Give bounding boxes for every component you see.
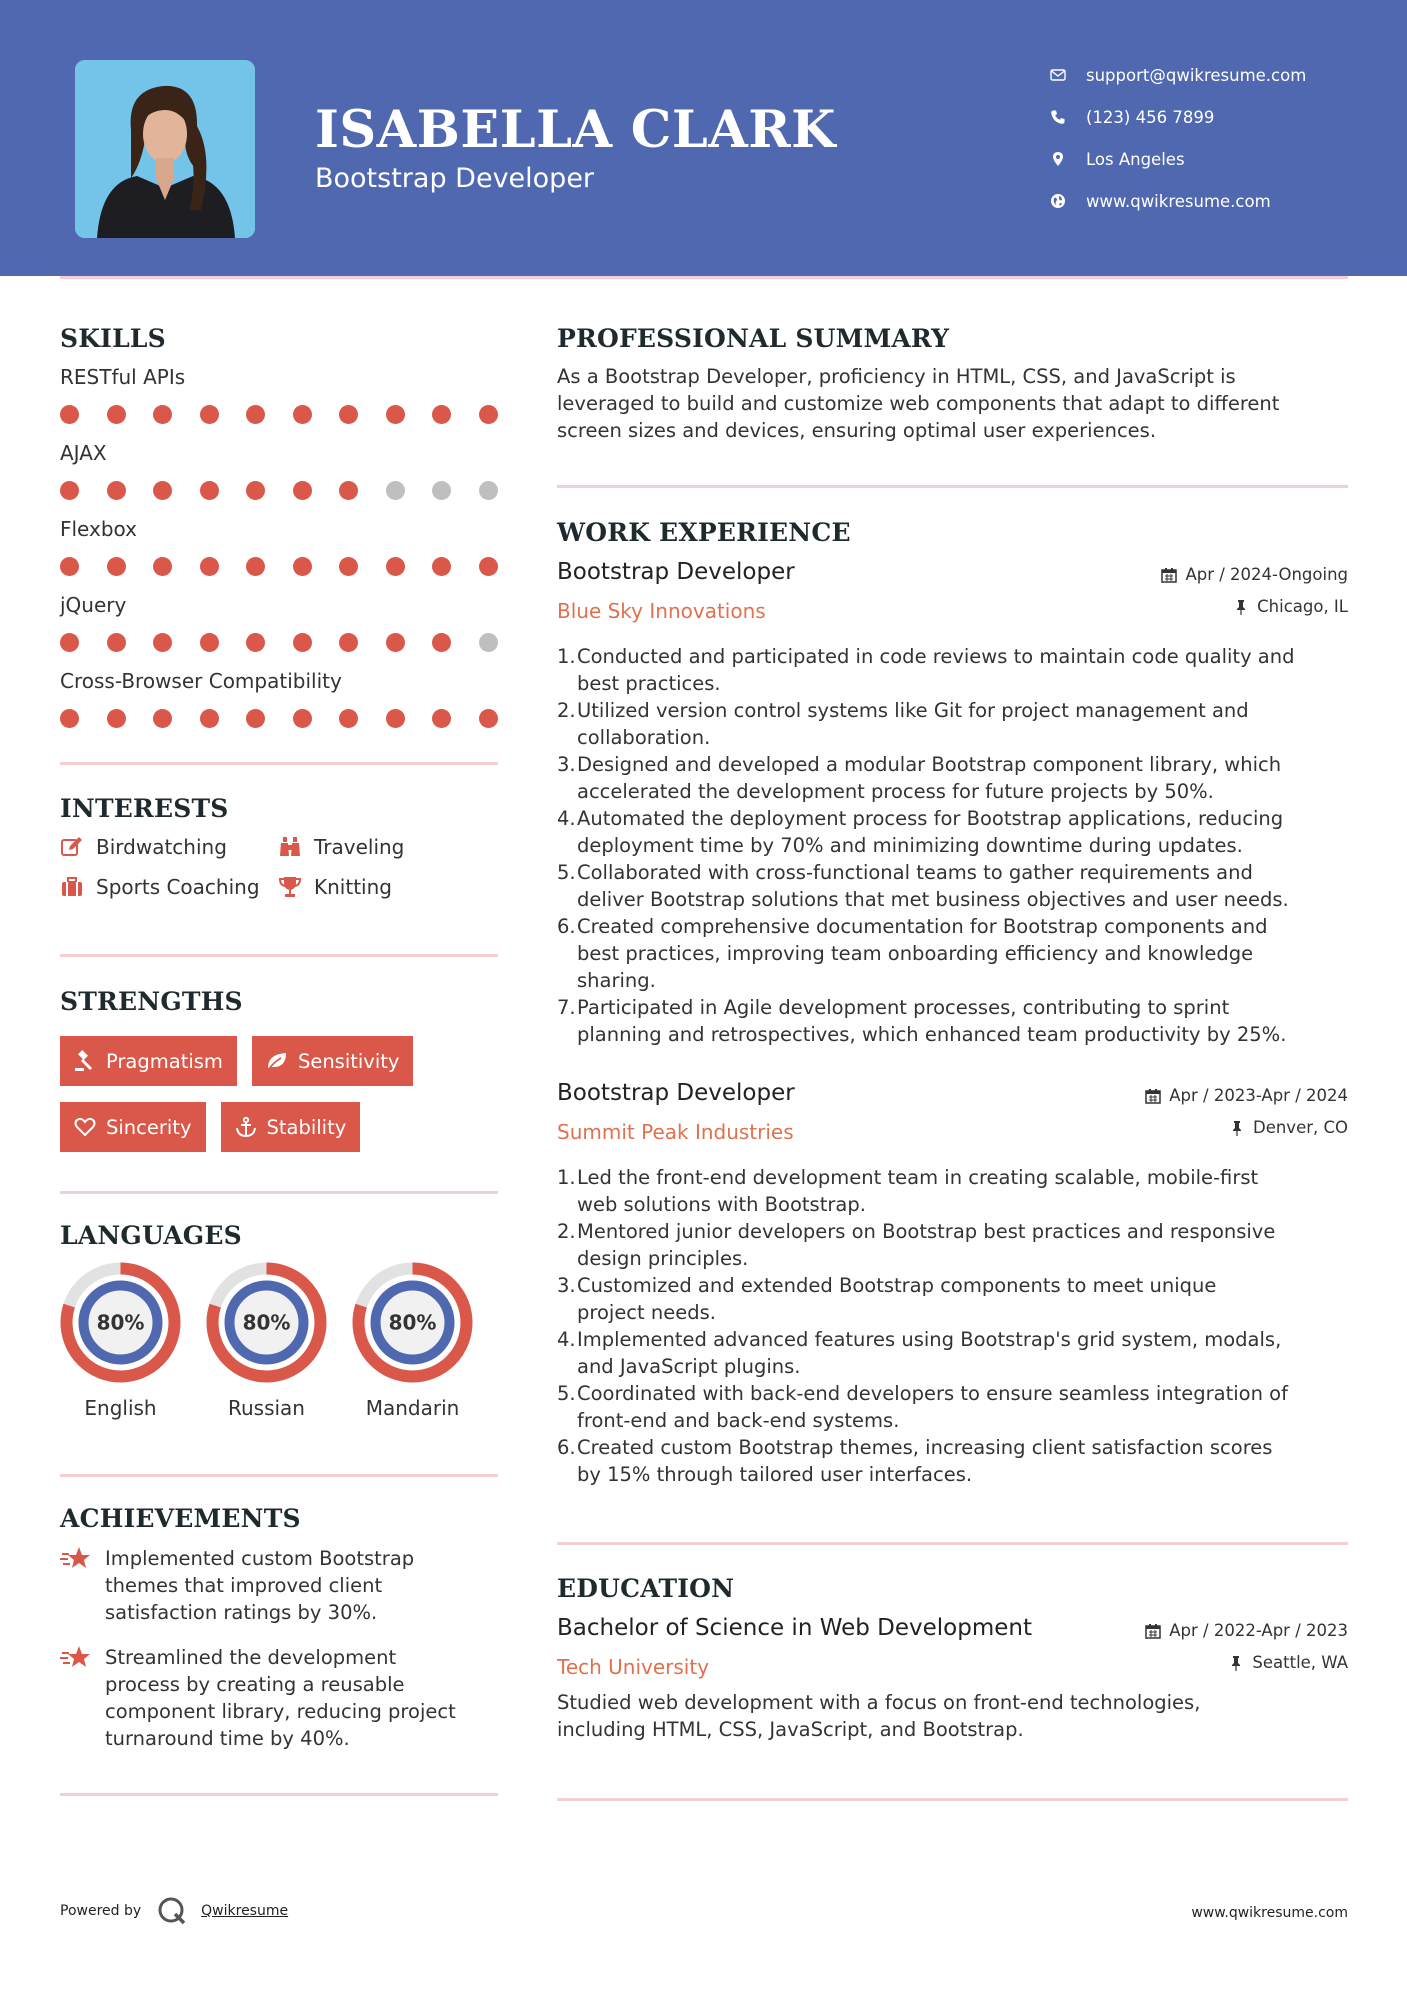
language-progress-ring (352, 1262, 473, 1383)
job-date-text: Apr / 2023-Apr / 2024 (1169, 1086, 1348, 1105)
skill-dot-filled (153, 481, 172, 500)
interest-item (278, 875, 498, 899)
skill-dot-filled (432, 633, 451, 652)
language-name: English (84, 1396, 157, 1420)
education-line: Studied web development with a focus on front-end technologies, (557, 1691, 1201, 1714)
skill-dot-filled (339, 405, 358, 424)
skill-dot-filled (293, 709, 312, 728)
education-school: Tech University (557, 1655, 710, 1679)
achievement-line: themes that improved client (105, 1574, 383, 1597)
bullet-line: sharing. (577, 969, 656, 992)
language-percent: 80% (96, 1310, 145, 1335)
skill-rating (60, 557, 498, 576)
job-role: Bootstrap Developer (557, 559, 795, 585)
summary-title: PROFESSIONAL SUMMARY (557, 324, 950, 353)
skill-dot-filled (107, 405, 126, 424)
skill-dot-filled (200, 481, 219, 500)
achievements-divider (60, 1793, 498, 1796)
languages-list (60, 1262, 498, 1420)
education-line: including HTML, CSS, JavaScript, and Bootstrap. (557, 1718, 1024, 1741)
job-header (557, 1080, 1348, 1154)
bullet-number: 3. (557, 753, 576, 776)
bullet-line: Mentored junior developers on Bootstrap best practices and responsive (577, 1220, 1276, 1243)
skill-dot-filled (293, 633, 312, 652)
language-percent: 80% (242, 1310, 291, 1335)
experience-title: WORK EXPERIENCE (557, 518, 851, 547)
briefcase-icon (60, 875, 84, 899)
skill-dot-filled (432, 405, 451, 424)
education-section (557, 1574, 1348, 1743)
binoculars-icon (278, 835, 302, 859)
contact-phone-text: (123) 456 7899 (1086, 107, 1215, 127)
skill-dot-filled (107, 481, 126, 500)
job-location-text: Chicago, IL (1257, 597, 1348, 616)
job-bullet (557, 1434, 1348, 1488)
language-name: Russian (227, 1396, 305, 1420)
education-divider (557, 1798, 1348, 1801)
skills-section (60, 324, 498, 728)
achievement-text (105, 1545, 414, 1626)
globe-icon (1050, 193, 1086, 209)
heart-icon (74, 1116, 96, 1138)
bullet-line: front-end and back-end systems. (577, 1409, 900, 1432)
star-badge-icon (60, 1545, 92, 1573)
skills-divider (60, 762, 498, 765)
summary-line: As a Bootstrap Developer, proficiency in HTML, CSS, and JavaScript is (557, 365, 1236, 388)
language-item (352, 1262, 473, 1420)
summary-divider (557, 485, 1348, 488)
bullet-number: 4. (557, 1328, 576, 1351)
interests-list (60, 835, 498, 899)
bullet-line: Conducted and participated in code reviews to maintain code quality and (577, 645, 1295, 668)
powered-by-text: Powered by (60, 1903, 142, 1919)
achievement-item (60, 1545, 498, 1626)
interests-title: INTERESTS (60, 794, 229, 823)
achievement-line: component library, reducing project (105, 1700, 456, 1723)
bullet-number: 6. (557, 915, 576, 938)
education-date (1145, 1621, 1348, 1640)
strength-tag (60, 1102, 206, 1152)
skill-dot-filled (479, 709, 498, 728)
skill-item (60, 669, 498, 728)
job-entry (557, 1080, 1348, 1488)
job-date (1145, 1086, 1348, 1105)
skill-dot-filled (200, 405, 219, 424)
job-bullet (557, 1164, 1348, 1218)
bullet-line: Collaborated with cross-functional teams to gather requirements and (577, 861, 1253, 884)
skill-dot-filled (386, 557, 405, 576)
bullet-line: Coordinated with back-end developers to ensure seamless integration of (577, 1382, 1288, 1405)
education-location-text: Seattle, WA (1252, 1653, 1348, 1672)
skill-dot-filled (339, 557, 358, 576)
contact-info (1050, 54, 1306, 222)
bullet-number: 1. (557, 1166, 576, 1189)
job-bullet (557, 697, 1348, 751)
strength-label: Stability (266, 1115, 347, 1139)
education-header (557, 1615, 1348, 1689)
bullet-line: Created comprehensive documentation for Bootstrap components and (577, 915, 1268, 938)
job-bullet (557, 1380, 1348, 1434)
bullet-number: 3. (557, 1274, 576, 1297)
bullet-line: deployment time by 70% and minimizing downtime during updates. (577, 834, 1243, 857)
bullet-number: 5. (557, 861, 576, 884)
skill-dot-filled (107, 557, 126, 576)
bullet-line: Created custom Bootstrap themes, increasing client satisfaction scores (577, 1436, 1273, 1459)
calendar-icon (1161, 567, 1177, 583)
achievements-section (60, 1504, 498, 1770)
job-location-text: Denver, CO (1252, 1118, 1348, 1137)
map-marker-icon (1050, 151, 1086, 167)
skill-dot-filled (153, 633, 172, 652)
job-role: Bootstrap Developer (557, 1080, 795, 1106)
skill-item (60, 365, 498, 424)
bullet-text (577, 1164, 1258, 1218)
profile-photo-portrait (75, 60, 255, 238)
skill-dot-filled (293, 557, 312, 576)
contact-email[interactable] (1050, 54, 1306, 96)
skill-item (60, 441, 498, 500)
skill-dot-filled (60, 709, 79, 728)
skill-name: Flexbox (60, 517, 138, 541)
bullet-number: 2. (557, 699, 576, 722)
experience-section (557, 518, 1348, 1488)
job-header (557, 559, 1348, 633)
languages-divider (60, 1474, 498, 1477)
language-item (206, 1262, 327, 1420)
skill-dot-filled (153, 709, 172, 728)
skill-dot-filled (153, 405, 172, 424)
bullet-line: accelerated the development process for future projects by 50%. (577, 780, 1214, 803)
bullet-line: Participated in Agile development processes, contributing to sprint (577, 996, 1230, 1019)
bullet-line: collaboration. (577, 726, 711, 749)
bullet-text (577, 805, 1283, 859)
skills-title: SKILLS (60, 324, 166, 353)
bullet-text (577, 751, 1281, 805)
skill-dot-filled (107, 709, 126, 728)
phone-icon (1050, 109, 1086, 125)
calendar-icon (1145, 1623, 1161, 1639)
skill-item (60, 517, 498, 576)
bullet-line: and JavaScript plugins. (577, 1355, 801, 1378)
languages-title: LANGUAGES (60, 1221, 242, 1250)
skill-rating (60, 481, 498, 500)
strength-label: Pragmatism (106, 1049, 223, 1073)
achievement-line: Implemented custom Bootstrap (105, 1547, 415, 1570)
skill-dot-filled (479, 557, 498, 576)
bullet-line: planning and retrospectives, which enhanced team productivity by 25%. (577, 1023, 1287, 1046)
skill-dot-filled (60, 633, 79, 652)
achievement-line: Streamlined the development (105, 1646, 397, 1669)
header-divider (60, 276, 1348, 279)
bullet-number: 5. (557, 1382, 576, 1405)
job-bullet (557, 859, 1348, 913)
bullet-line: Designed and developed a modular Bootstrap component library, which (577, 753, 1282, 776)
bullet-line: Customized and extended Bootstrap components to meet unique (577, 1274, 1217, 1297)
bullet-text (577, 859, 1289, 913)
bullet-text (577, 1434, 1272, 1488)
job-bullet (557, 913, 1348, 994)
bullet-number: 2. (557, 1220, 576, 1243)
job-bullets (557, 1164, 1348, 1488)
profile-photo (75, 60, 255, 238)
skill-dot-filled (386, 633, 405, 652)
strength-tag (60, 1036, 237, 1086)
job-bullets (557, 643, 1348, 1048)
job-company: Blue Sky Innovations (557, 599, 766, 623)
skill-dot-filled (60, 481, 79, 500)
skill-dot-filled (339, 481, 358, 500)
achievement-line: turnaround time by 40%. (105, 1727, 350, 1750)
bullet-line: Led the front-end development team in creating scalable, mobile-first (577, 1166, 1259, 1189)
bullet-number: 6. (557, 1436, 576, 1459)
interests-divider (60, 954, 498, 957)
education-degree: Bachelor of Science in Web Development (557, 1615, 1032, 1641)
jobs-list (557, 559, 1348, 1488)
interest-label: Birdwatching (96, 835, 227, 859)
skill-dot-empty (432, 481, 451, 500)
achievement-line: process by creating a reusable (105, 1673, 405, 1696)
contact-location-text: Los Angeles (1086, 149, 1185, 169)
skill-dot-empty (386, 481, 405, 500)
qwikresume-logo-icon (157, 1896, 187, 1926)
envelope-icon (1050, 67, 1086, 83)
language-item (60, 1262, 181, 1420)
footer-website[interactable]: www.qwikresume.com (1191, 1905, 1348, 1921)
strengths-list (60, 1036, 498, 1152)
bullet-text (577, 1272, 1216, 1326)
skill-dot-filled (293, 405, 312, 424)
language-progress-ring (60, 1262, 181, 1383)
skill-name: Cross-Browser Compatibility (60, 669, 342, 693)
strengths-title: STRENGTHS (60, 987, 243, 1016)
skill-rating (60, 709, 498, 728)
job-bullet (557, 1326, 1348, 1380)
skill-name: AJAX (60, 441, 107, 465)
star-badge-icon (60, 1644, 92, 1672)
bullet-number: 4. (557, 807, 576, 830)
languages-section (60, 1221, 498, 1420)
language-name: Mandarin (365, 1396, 460, 1420)
skill-dot-filled (246, 481, 265, 500)
skill-dot-filled (246, 557, 265, 576)
education-description (557, 1689, 1348, 1743)
skill-dot-filled (246, 405, 265, 424)
strengths-divider (60, 1191, 498, 1194)
candidate-title: Bootstrap Developer (315, 163, 595, 194)
skill-name: jQuery (60, 593, 127, 617)
trophy-icon (278, 875, 302, 899)
job-bullet (557, 805, 1348, 859)
achievements-title: ACHIEVEMENTS (60, 1504, 301, 1533)
strength-tag (221, 1102, 361, 1152)
job-location (1229, 1118, 1348, 1137)
education-location (1228, 1653, 1348, 1672)
skill-dot-empty (479, 633, 498, 652)
footer-powered-by (60, 1896, 288, 1926)
bullet-line: project needs. (577, 1301, 716, 1324)
bullet-line: web solutions with Bootstrap. (577, 1193, 866, 1216)
skill-dot-filled (386, 709, 405, 728)
interest-item (60, 835, 278, 859)
job-bullet (557, 643, 1348, 697)
leaf-icon (266, 1050, 288, 1072)
qwikresume-link[interactable]: Qwikresume (201, 1903, 289, 1919)
interests-section (60, 794, 498, 899)
job-bullet (557, 1272, 1348, 1326)
job-date (1161, 565, 1348, 584)
skill-name: RESTful APIs (60, 365, 186, 389)
skill-dot-filled (432, 709, 451, 728)
strength-tag (252, 1036, 414, 1086)
summary-section (557, 324, 1348, 444)
bullet-line: design principles. (577, 1247, 749, 1270)
skill-dot-filled (246, 709, 265, 728)
bullet-text (577, 643, 1295, 697)
gavel-icon (74, 1050, 96, 1072)
bullet-number: 7. (557, 996, 576, 1019)
bullet-text (577, 697, 1249, 751)
bullet-text (577, 1380, 1288, 1434)
summary-line: screen sizes and devices, ensuring optimal user experiences. (557, 419, 1157, 442)
contact-website[interactable] (1050, 180, 1306, 222)
bullet-line: best practices. (577, 672, 721, 695)
bullet-text (577, 1218, 1275, 1272)
job-location (1233, 597, 1348, 616)
achievement-line: satisfaction ratings by 30%. (105, 1601, 378, 1624)
bullet-text (577, 994, 1286, 1048)
skill-rating (60, 633, 498, 652)
bullet-line: Implemented advanced features using Bootstrap's grid system, modals, (577, 1328, 1282, 1351)
bullet-line: deliver Bootstrap solutions that met business objectives and user needs. (577, 888, 1289, 911)
skill-dot-filled (60, 405, 79, 424)
pushpin-icon (1233, 599, 1249, 615)
skill-dot-filled (339, 709, 358, 728)
skills-list (60, 365, 498, 728)
contact-phone[interactable] (1050, 96, 1306, 138)
skill-item (60, 593, 498, 652)
skill-dot-empty (479, 481, 498, 500)
skill-dot-filled (386, 405, 405, 424)
job-date-text: Apr / 2024-Ongoing (1185, 565, 1348, 584)
pencil-square-icon (60, 835, 84, 859)
job-bullet (557, 994, 1348, 1048)
skill-dot-filled (293, 481, 312, 500)
skill-dot-filled (60, 557, 79, 576)
anchor-icon (235, 1116, 257, 1138)
strength-label: Sensitivity (297, 1049, 400, 1073)
bullet-line: by 15% through tailored user interfaces. (577, 1463, 973, 1486)
strengths-section (60, 987, 498, 1152)
achievement-item (60, 1644, 498, 1752)
bullet-line: Utilized version control systems like Git for project management and (577, 699, 1249, 722)
resume-header (0, 0, 1407, 276)
contact-website-text: www.qwikresume.com (1086, 191, 1271, 211)
bullet-text (577, 913, 1268, 994)
skill-dot-filled (246, 633, 265, 652)
job-bullet (557, 751, 1348, 805)
pushpin-icon (1229, 1120, 1245, 1136)
summary-line: leveraged to build and customize web components that adapt to different (557, 392, 1280, 415)
strength-label: Sincerity (106, 1115, 192, 1139)
experience-divider (557, 1542, 1348, 1545)
achievement-text (105, 1644, 456, 1752)
bullet-number: 1. (557, 645, 576, 668)
education-title: EDUCATION (557, 1574, 735, 1603)
interest-item (60, 875, 278, 899)
job-bullet (557, 1218, 1348, 1272)
summary-text (557, 363, 1348, 444)
pushpin-icon (1228, 1655, 1244, 1671)
skill-dot-filled (200, 709, 219, 728)
interest-label: Knitting (314, 875, 392, 899)
bullet-line: Automated the deployment process for Bootstrap applications, reducing (577, 807, 1284, 830)
language-progress-ring (206, 1262, 327, 1383)
achievements-list (60, 1545, 498, 1752)
interest-label: Sports Coaching (96, 875, 260, 899)
calendar-icon (1145, 1088, 1161, 1104)
skill-dot-filled (107, 633, 126, 652)
skill-dot-filled (479, 405, 498, 424)
skill-rating (60, 405, 498, 424)
skill-dot-filled (153, 557, 172, 576)
contact-location (1050, 138, 1306, 180)
language-percent: 80% (388, 1310, 437, 1335)
candidate-name: ISABELLA CLARK (315, 100, 837, 160)
skill-dot-filled (432, 557, 451, 576)
education-date-text: Apr / 2022-Apr / 2023 (1169, 1621, 1348, 1640)
skill-dot-filled (200, 633, 219, 652)
interest-label: Traveling (314, 835, 405, 859)
job-entry (557, 559, 1348, 1048)
interest-item (278, 835, 498, 859)
skill-dot-filled (200, 557, 219, 576)
skill-dot-filled (339, 633, 358, 652)
job-company: Summit Peak Industries (557, 1120, 794, 1144)
bullet-line: best practices, improving team onboarding efficiency and knowledge (577, 942, 1254, 965)
contact-email-text: support@qwikresume.com (1086, 65, 1307, 85)
bullet-text (577, 1326, 1281, 1380)
